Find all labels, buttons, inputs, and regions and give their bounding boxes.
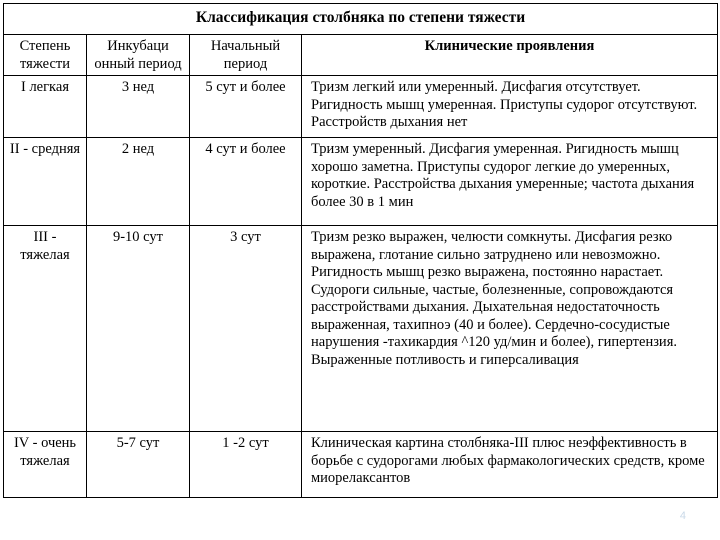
- title-row: [4, 4, 718, 35]
- table-row: [4, 138, 718, 226]
- table-row: [4, 76, 718, 138]
- header-grade: Степень тяжести: [4, 35, 87, 76]
- initial-cell: 3 сут: [190, 226, 302, 432]
- clinical-cell: Клиническая картина столбняка-III плюс неэффективность в борьбе с судорогами любых фармакологических средств, кроме миорелаксантов: [302, 432, 718, 498]
- incubation-cell: 9-10 сут: [87, 226, 190, 432]
- header-initial: Начальный период: [190, 35, 302, 76]
- clinical-cell: Тризм умеренный. Дисфагия умеренная. Ригидность мышц хорошо заметна. Приступы судорог легкие до умеренных, короткие. Расстройства дыхания умеренные; частота дыхания более 30 в 1 мин: [302, 138, 718, 226]
- table-title: Классификация столбняка по степени тяжести: [4, 4, 718, 35]
- clinical-cell: Тризм резко выражен, челюсти сомкнуты. Дисфагия резко выражена, глотание сильно затруднено или невозможно. Ригидность мышц резко выражена, постоянно нарастает. Судороги сильные, частые, болезненные, сопровождаются расстройствами дыхания. Дыхательная недостаточность выраженная, тахипноэ (40 и более). Сердечно-сосудистые нарушения -тахикардия ^120 уд/мин и более), гипертензия. Выраженные потливость и гиперсаливация: [302, 226, 718, 432]
- grade-cell: I легкая: [4, 76, 87, 138]
- initial-cell: 5 сут и более: [190, 76, 302, 138]
- grade-cell: II - средняя: [4, 138, 87, 226]
- initial-cell: 1 -2 сут: [190, 432, 302, 498]
- header-row: [4, 35, 718, 76]
- table-row: [4, 226, 718, 432]
- clinical-cell: Тризм легкий или умеренный. Дисфагия отсутствует. Ригидность мышц умеренная. Приступы судорог отсутствуют. Расстройств дыхания нет: [302, 76, 718, 138]
- grade-cell: IV - очень тяжелая: [4, 432, 87, 498]
- header-clinical: Клинические проявления: [302, 35, 718, 76]
- table-row: [4, 432, 718, 498]
- incubation-cell: 2 нед: [87, 138, 190, 226]
- page-number: 4: [679, 510, 686, 522]
- incubation-cell: 3 нед: [87, 76, 190, 138]
- incubation-cell: 5-7 сут: [87, 432, 190, 498]
- severity-table: [3, 3, 718, 498]
- initial-cell: 4 сут и более: [190, 138, 302, 226]
- grade-cell: III - тяжелая: [4, 226, 87, 432]
- header-incubation: Инкубаци онный период: [87, 35, 190, 76]
